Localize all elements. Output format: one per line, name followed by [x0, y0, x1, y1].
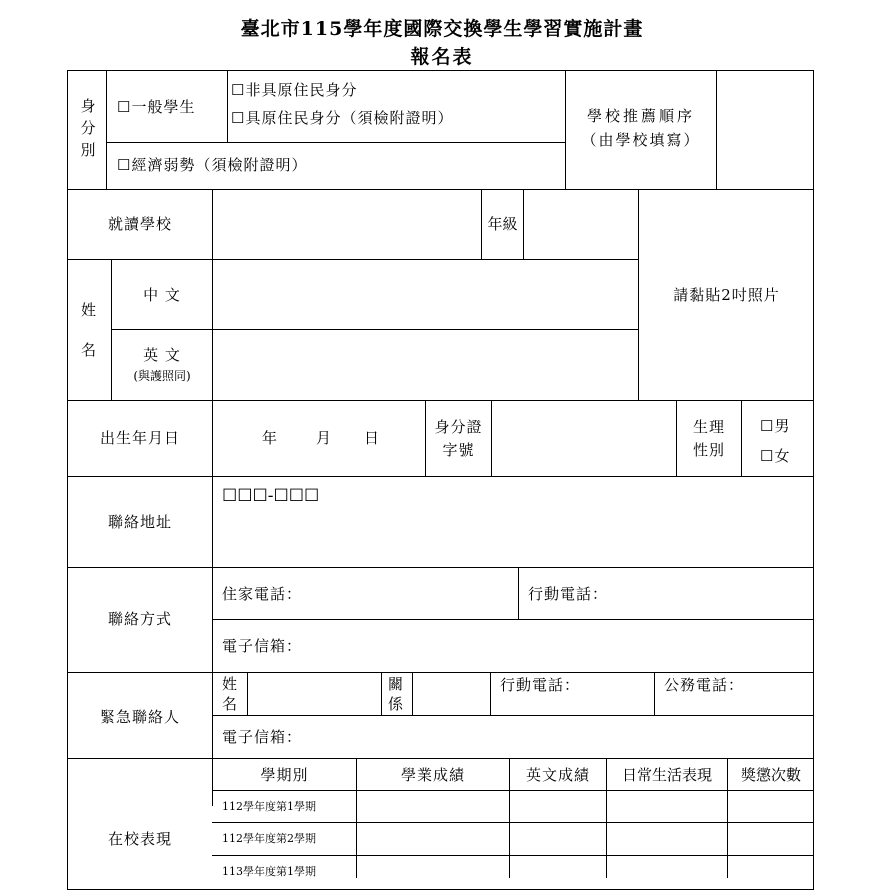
general-student-checkbox[interactable]: ☐一般學生	[117, 98, 196, 116]
home-phone-field[interactable]: 住家電話：	[222, 585, 303, 603]
emergency-office-field[interactable]: 公務電話：	[664, 676, 745, 694]
emergency-relation-label-1: 關	[388, 675, 405, 693]
emergency-mobile-field[interactable]: 行動電話：	[500, 676, 581, 694]
emergency-email-field[interactable]: 電子信箱：	[222, 728, 303, 746]
school-recommendation-field[interactable]	[717, 71, 813, 188]
female-checkbox[interactable]: ☐女	[760, 447, 791, 465]
school-label: 就讀學校	[107, 215, 172, 233]
address-label: 聯絡地址	[107, 513, 172, 531]
school-recommendation-note: （由學校填寫）	[581, 131, 701, 149]
mobile-phone-field[interactable]: 行動電話：	[528, 585, 609, 603]
indigenous-checkbox[interactable]: ☐具原住民身分（須檢附證明）	[231, 109, 454, 127]
contact-label: 聯絡方式	[107, 610, 172, 628]
identity-label: 身分別	[80, 97, 96, 159]
performance-label: 在校表現	[107, 830, 172, 848]
school-field[interactable]	[213, 190, 480, 258]
header-daily-performance: 日常生活表現	[621, 766, 712, 784]
birth-year-label: 年	[262, 429, 279, 447]
economic-disadvantage-checkbox[interactable]: ☐經濟弱勢（須檢附證明）	[117, 156, 308, 174]
grade-label: 年級	[487, 215, 518, 233]
semester-row-1: 112學年度第1學期	[222, 800, 316, 813]
chinese-name-label: 中 文	[143, 286, 181, 304]
english-name-field[interactable]	[213, 330, 637, 399]
address-field[interactable]	[213, 510, 813, 566]
emergency-relation-field[interactable]	[413, 673, 489, 714]
form-subtitle: 報名表	[410, 46, 474, 68]
id-number-label-1: 身分證	[434, 418, 483, 436]
emergency-name-label-1: 姓	[222, 675, 239, 693]
id-number-field[interactable]	[492, 401, 675, 475]
email-field[interactable]: 電子信箱：	[222, 637, 303, 655]
emergency-name-label-2: 名	[222, 695, 239, 713]
sex-label-2: 性別	[692, 441, 725, 459]
male-checkbox[interactable]: ☐男	[760, 417, 791, 435]
chinese-name-field[interactable]	[213, 260, 637, 328]
emergency-contact-label: 緊急聯絡人	[99, 708, 180, 726]
emergency-relation-label-2: 係	[388, 695, 405, 713]
emergency-name-field[interactable]	[248, 673, 380, 714]
header-academic-score: 學業成績	[400, 766, 465, 784]
photo-placeholder: 請黏貼2吋照片	[673, 286, 780, 304]
birth-month-label: 月	[316, 429, 333, 447]
semester-row-3: 113學年度第1學期	[222, 865, 316, 878]
birth-day-label: 日	[364, 429, 381, 447]
grade-field[interactable]	[524, 190, 637, 258]
english-name-note: (與護照同)	[133, 369, 191, 383]
school-recommendation-label: 學校推薦順序	[586, 107, 695, 125]
semester-row-2: 112學年度第2學期	[222, 832, 316, 845]
sex-label-1: 生理	[692, 418, 725, 436]
postal-code-boxes[interactable]: ☐☐☐-☐☐☐	[222, 486, 320, 506]
id-number-label-2: 字號	[442, 441, 475, 459]
header-english-score: 英文成績	[525, 766, 590, 784]
english-name-label: 英 文	[143, 346, 181, 364]
name-label-2: 名	[81, 341, 98, 359]
header-semester: 學期別	[260, 766, 309, 784]
header-rewards-count: 獎懲次數	[740, 766, 801, 784]
name-label-1: 姓	[81, 301, 98, 319]
form-title: 臺北市115學年度國際交換學生學習實施計畫	[240, 18, 644, 40]
non-indigenous-checkbox[interactable]: ☐非具原住民身分	[231, 81, 358, 99]
birthdate-field[interactable]	[213, 401, 424, 475]
birthdate-label: 出生年月日	[99, 429, 180, 447]
